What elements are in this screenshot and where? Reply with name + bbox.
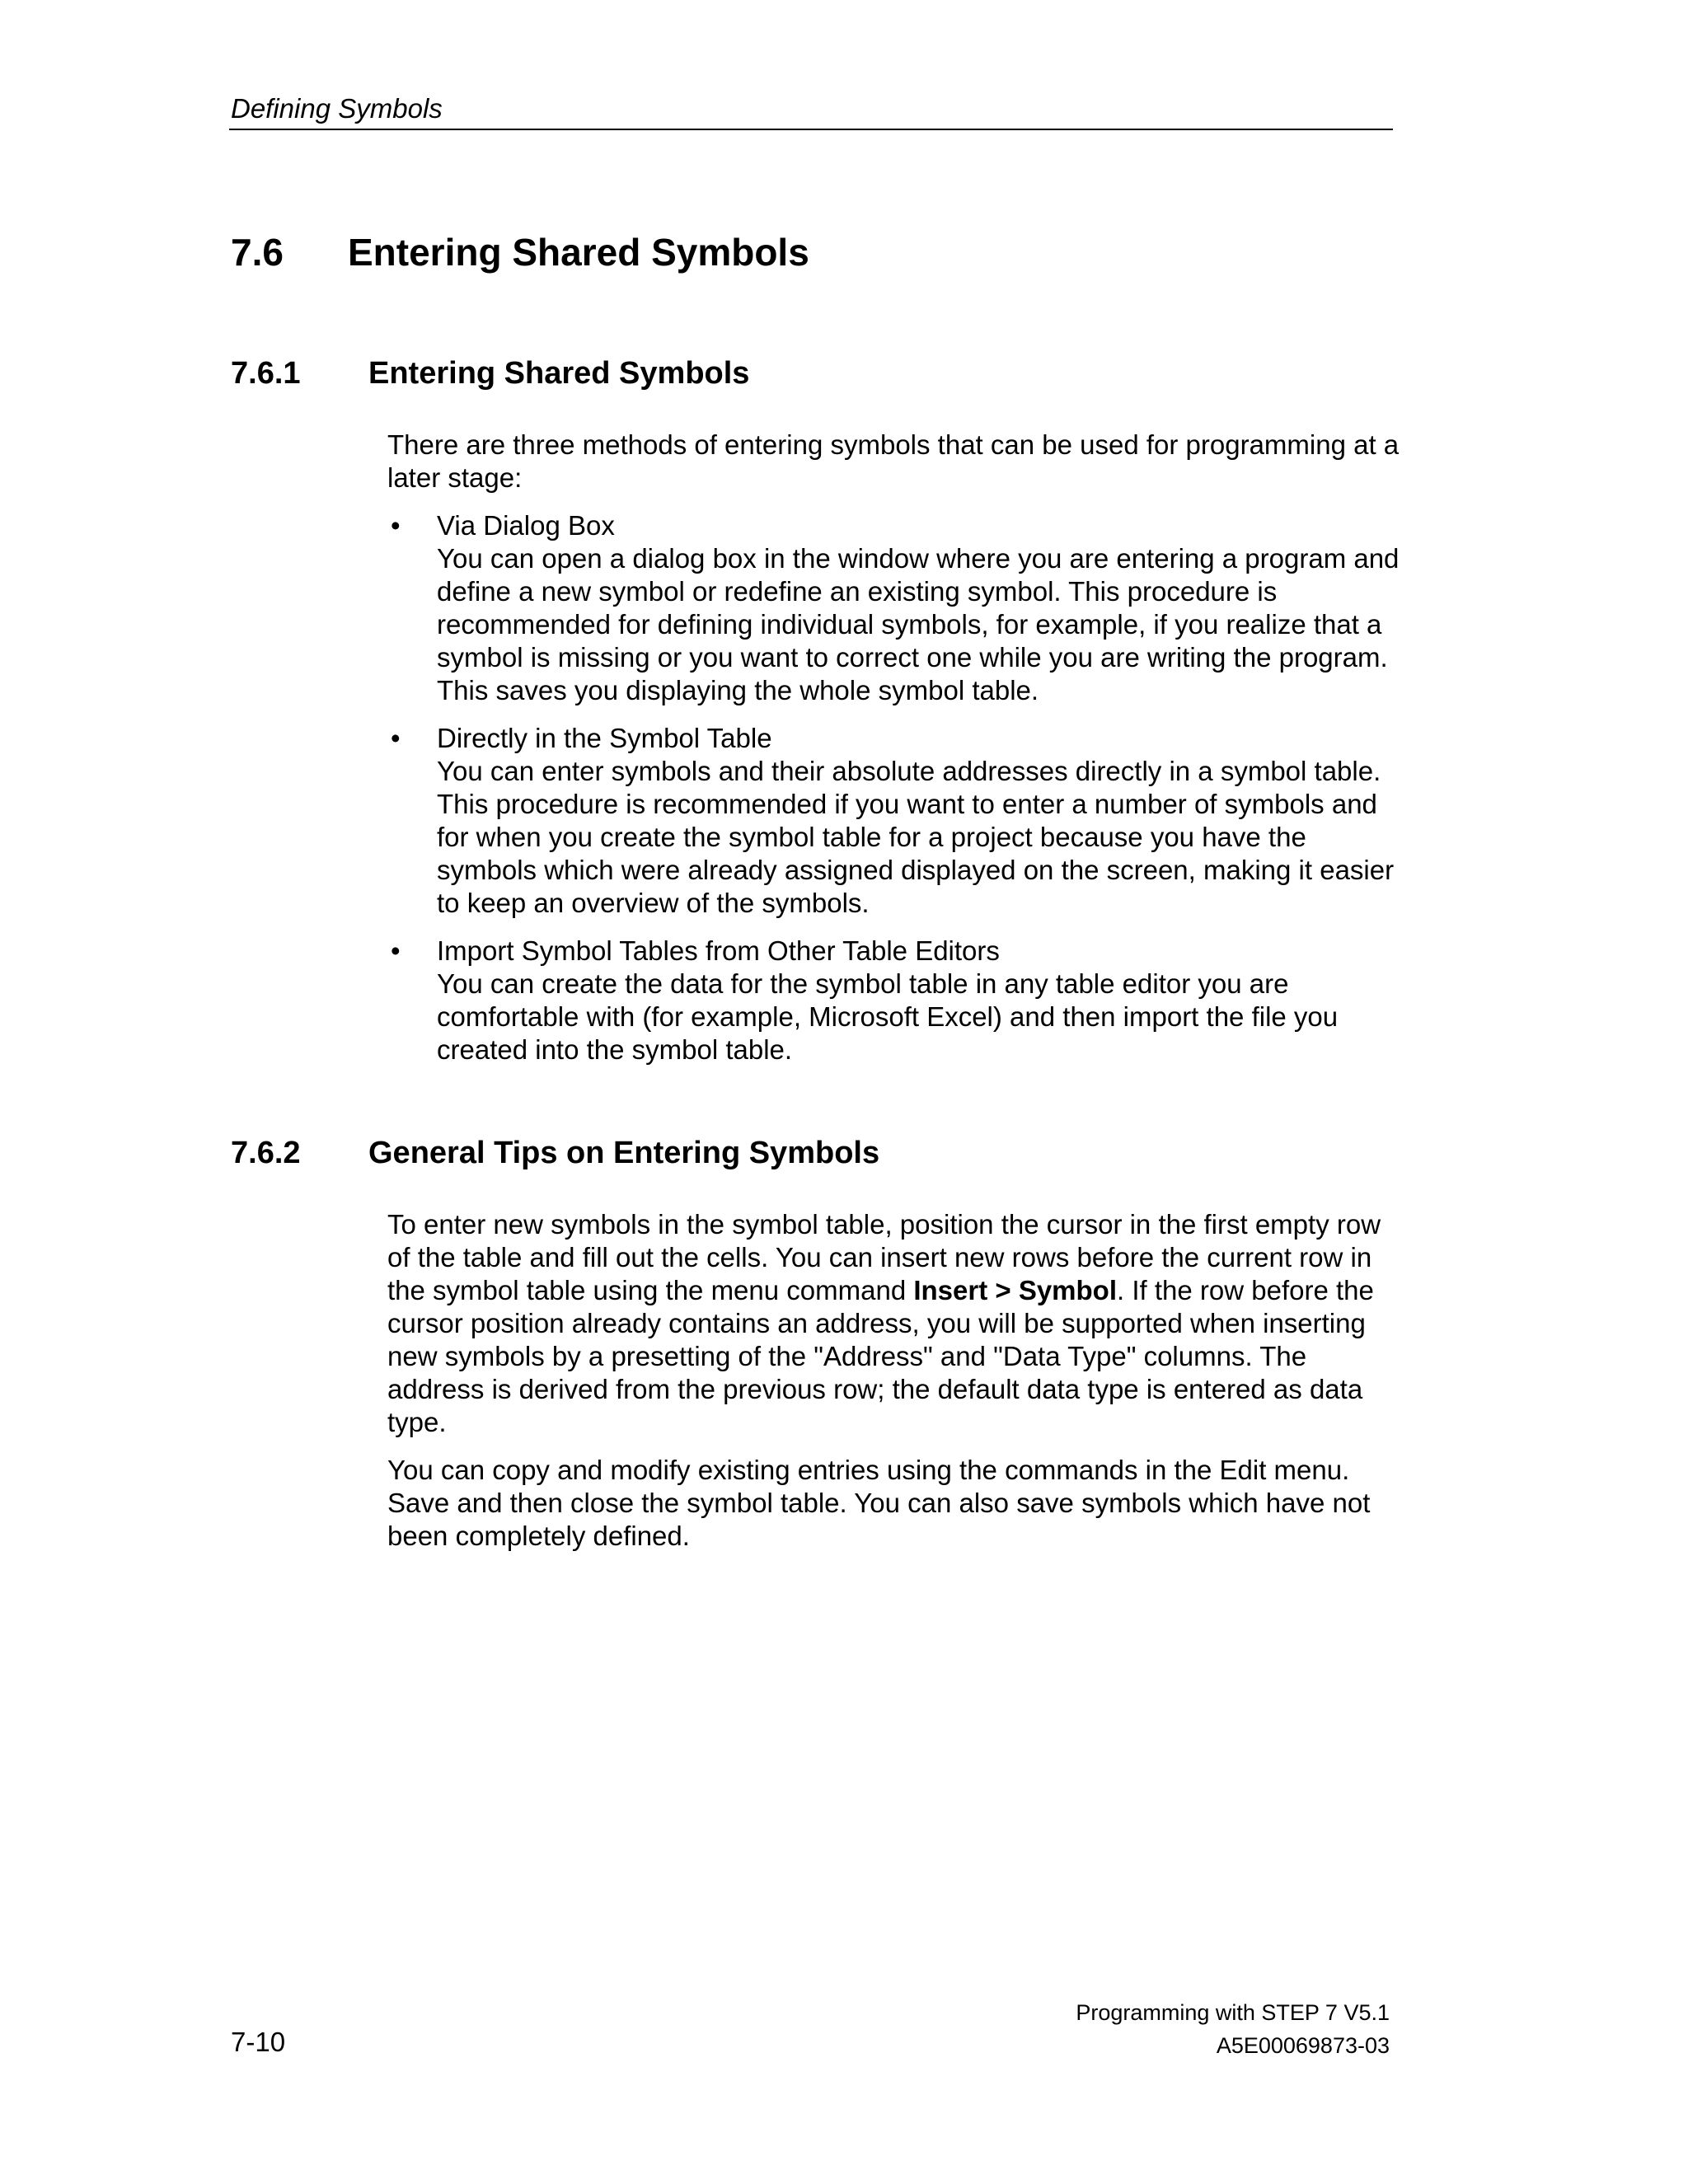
list-item-title: Directly in the Symbol Table bbox=[437, 723, 772, 753]
subsection-body-2 bbox=[387, 1208, 1409, 1568]
document-id: A5E00069873-03 bbox=[1216, 2033, 1390, 2058]
section-heading bbox=[231, 227, 809, 277]
intro-paragraph: There are three methods of entering symbols that can be used for programming at a later stage: bbox=[387, 429, 1400, 493]
running-header: Defining Symbols bbox=[231, 93, 443, 124]
bullet-icon: • bbox=[391, 510, 401, 541]
section-number: 7.6 bbox=[231, 231, 284, 274]
subsection-title-2: General Tips on Entering Symbols bbox=[368, 1136, 880, 1170]
bullet-icon: • bbox=[391, 723, 401, 753]
menu-command: Insert > Symbol bbox=[913, 1275, 1118, 1305]
manual-title: Programming with STEP 7 V5.1 bbox=[1076, 2000, 1390, 2025]
subsection-number-1: 7.6.1 bbox=[231, 356, 301, 391]
subsection-body-1 bbox=[387, 429, 1409, 1081]
tips-paragraph-1: To enter new symbols in the symbol table, position the cursor in the first empty row of the table and fill out the cells. You can insert new rows before the current row in the symbol table using the menu command Insert > Symbol. If the row before the cursor position already contains an address, you will be supported when inserting new symbols by a presetting of the "Address" and "Data Type" columns. The address is derived from the previous row; the default data type is entered as data type. bbox=[387, 1209, 1381, 1437]
list-item-title: Import Symbol Tables from Other Table Editors bbox=[437, 935, 1000, 966]
header-divider bbox=[229, 129, 1393, 130]
methods-list bbox=[387, 509, 1409, 1066]
list-item-text: You can enter symbols and their absolute addresses directly in a symbol table. This procedure is recommended if you want to enter a number of symbols and for when you create the symbol table for a project because you have the symbols which were already assigned displayed on the screen, making it easier to keep an overview of the symbols. bbox=[437, 756, 1395, 918]
subsection-title-1: Entering Shared Symbols bbox=[368, 356, 750, 391]
list-item-text: You can open a dialog box in the window where you are entering a program and define a new symbol or redefine an existing symbol. This procedure is recommended for defining individual symbols, for example, if you realize that a symbol is missing or you want to correct one while you are writing the program. This saves you displaying the whole symbol table. bbox=[437, 543, 1400, 705]
list-item bbox=[387, 722, 1409, 920]
list-item-text: You can create the data for the symbol table in any table editor you are comfortable with (for example, Microsoft Excel) and then import the file you created into the symbol table. bbox=[437, 968, 1339, 1065]
list-item bbox=[387, 935, 1409, 1066]
subsection-heading-2 bbox=[231, 1132, 879, 1174]
footer-info bbox=[1076, 1996, 1390, 2062]
page-number: 7-10 bbox=[231, 2027, 286, 2057]
subsection-number-2: 7.6.2 bbox=[231, 1136, 301, 1170]
subsection-heading-1 bbox=[231, 353, 749, 394]
list-item bbox=[387, 509, 1409, 707]
section-title: Entering Shared Symbols bbox=[348, 231, 809, 274]
tips-paragraph-2: You can copy and modify existing entries using the commands in the Edit menu. Save and then close the symbol table. You can also save symbols which have not been completely defined. bbox=[387, 1455, 1371, 1551]
list-item-title: Via Dialog Box bbox=[437, 510, 615, 541]
bullet-icon: • bbox=[391, 935, 401, 966]
